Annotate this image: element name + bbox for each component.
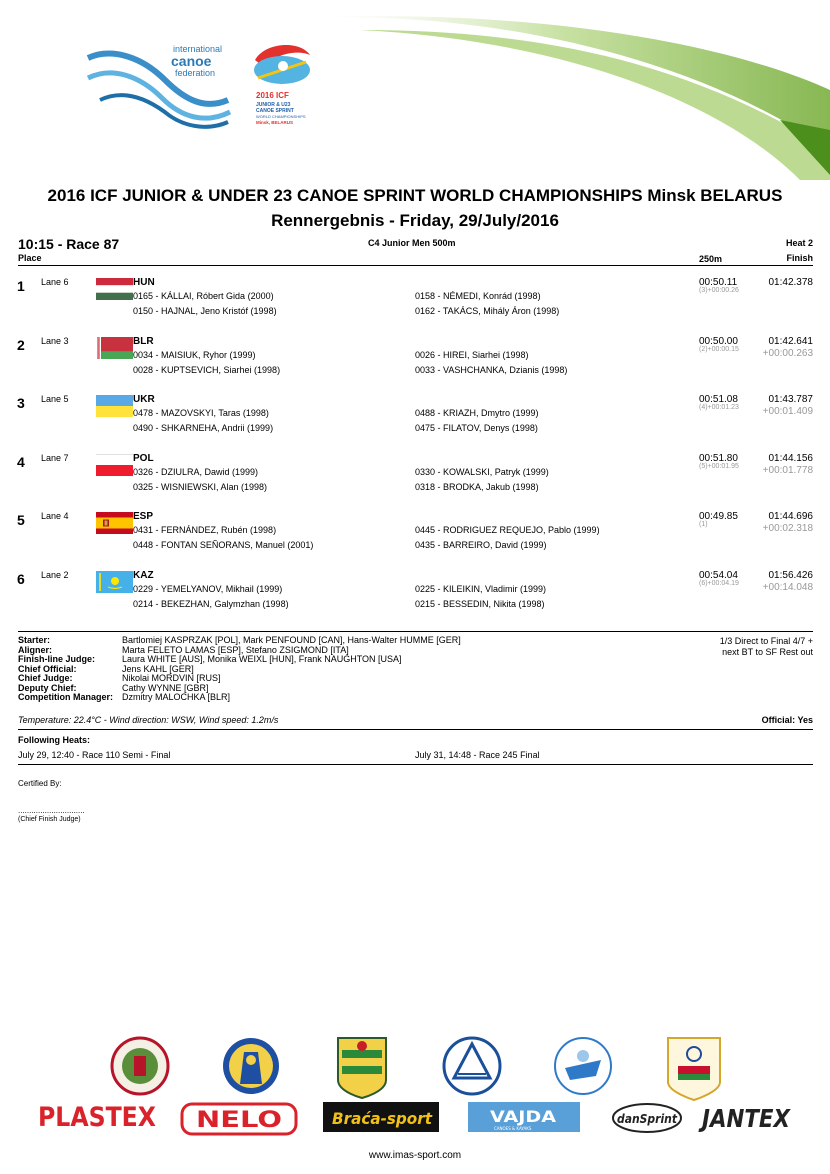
official-status: Official: Yes (761, 715, 813, 725)
finish-time: 01:44.696 (768, 511, 813, 522)
blr-flag-icon (96, 337, 133, 359)
results-list (0, 272, 830, 623)
official-role: Chief Official: (18, 663, 77, 674)
crew-code: POL (133, 452, 154, 464)
results-divider (18, 631, 813, 632)
crest-icon-6 (668, 1038, 720, 1100)
pol-flag-icon (96, 454, 133, 476)
athlete-4: 0475 - FILATOV, Denys (1998) (415, 423, 538, 433)
lane-label: Lane 6 (41, 277, 69, 287)
official-role: Deputy Chief: (18, 682, 77, 693)
athlete-2: 0158 - NÉMEDI, Konrád (1998) (415, 291, 541, 301)
lane-label: Lane 7 (41, 452, 69, 463)
event-name: C4 Junior Men 500m (368, 238, 456, 248)
athlete-4: 0162 - TAKÁCS, Mihály Áron (1998) (415, 306, 560, 316)
finish-time: 01:56.426 (768, 569, 813, 581)
official-row (18, 693, 461, 703)
crew-code: UKR (133, 394, 155, 405)
icf-logo-text-1: international (173, 44, 223, 54)
event-logo-text-5: Minsk, BELARUS (256, 120, 294, 125)
official-names: Dzmitry MALOCHKA [BLR] (122, 692, 231, 702)
lane-label: Lane 4 (41, 511, 69, 521)
split-rank-diff: (1) (699, 521, 708, 528)
icf-logo (88, 44, 230, 127)
official-role: Aligner: (18, 644, 53, 655)
athlete-2: 0225 - KILEIKIN, Vladimir (1999) (415, 583, 547, 594)
place-number: 6 (17, 570, 25, 587)
column-header-250m: 250m (699, 254, 723, 264)
lane-label: Lane 5 (41, 394, 69, 404)
finish-time: 01:44.156 (768, 452, 813, 464)
finish-behind: +00:02.318 (762, 523, 813, 534)
athlete-3: 0448 - FONTAN SEÑORANS, Manuel (2001) (133, 540, 314, 550)
athlete-2: 0026 - HIREI, Siarhei (1998) (415, 349, 529, 360)
sponsor-dansprint: danSprint (617, 1112, 679, 1126)
certified-by-label: Certified By: (18, 779, 62, 788)
finish-behind: +00:00.263 (762, 347, 813, 359)
athlete-4: 0215 - BESSEDIN, Nikita (1998) (415, 598, 545, 609)
vajda-logo (468, 1102, 580, 1132)
official-names: Jens KAHL [GER] (122, 663, 194, 674)
jantex-logo (698, 1104, 792, 1133)
following-heat-1: July 29, 12:40 - Race 110 Semi - Final (18, 750, 171, 760)
result-row (0, 565, 830, 624)
athlete-4: 0318 - BRODKA, Jakub (1998) (415, 481, 539, 492)
place-number: 1 (17, 278, 25, 294)
split-time-250m: 00:51.80 (699, 452, 738, 464)
column-header-place: Place (18, 253, 42, 263)
result-row (0, 389, 830, 448)
split-rank-diff: (2)+00:00.15 (699, 345, 739, 353)
split-rank-diff: (3)+00:00.26 (699, 287, 739, 294)
result-row (0, 331, 830, 390)
athlete-2: 0488 - KRIAZH, Dmytro (1999) (415, 408, 539, 418)
official-row (18, 655, 461, 665)
hun-flag-icon (96, 278, 133, 300)
athlete-1: 0431 - FERNÁNDEZ, Rubén (1998) (133, 525, 277, 535)
official-row (18, 665, 461, 675)
sponsor-nelo: NELO (196, 1108, 282, 1133)
finish-behind: +00:01.409 (762, 406, 813, 417)
progression-rule (653, 636, 813, 658)
athlete-3: 0214 - BEKEZHAN, Galymzhan (1998) (133, 598, 289, 609)
crest-icon-5 (555, 1038, 611, 1094)
race-time-number: 10:15 - Race 87 (18, 236, 120, 252)
officials-list (18, 636, 461, 703)
result-row (0, 448, 830, 507)
sponsor-vajda: VAJDA (490, 1107, 557, 1126)
header-logos (0, 0, 830, 180)
event-logo-text-3: CANOE SPRINT (256, 108, 294, 114)
split-rank-diff: (5)+00:01.95 (699, 462, 739, 470)
place-number: 2 (17, 336, 25, 353)
signature-line: .............................. (18, 806, 85, 815)
split-rank-diff: (4)+00:01.23 (699, 404, 739, 411)
athlete-3: 0325 - WISNIEWSKI, Alan (1998) (133, 481, 268, 492)
split-time-250m: 00:49.85 (699, 511, 738, 522)
split-time-250m: 00:51.08 (699, 394, 738, 405)
athlete-3: 0490 - SHKARNEHA, Andrii (1999) (133, 423, 274, 433)
weather-info: Temperature: 22.4°C - Wind direction: WSW, Wind speed: 1.2m/s (18, 715, 279, 725)
icf-logo-text-3: federation (175, 68, 216, 78)
result-row (0, 506, 830, 565)
athlete-1: 0034 - MAISIUK, Ryhor (1999) (133, 349, 256, 360)
progression-line-2: next BT to SF Rest out (722, 647, 813, 657)
official-role: Chief Judge: (18, 673, 73, 683)
crew-code: HUN (133, 277, 155, 288)
plastex-logo (38, 1102, 156, 1133)
document-subtitle: Rennergebnis - Friday, 29/July/2016 (271, 211, 559, 230)
finish-time: 01:43.787 (768, 394, 813, 405)
crew-code: BLR (133, 335, 154, 347)
following-divider (18, 764, 813, 765)
official-names: Laura WHITE [AUS], Monika WEIXL [HUN], Frank NAUGHTON [USA] (122, 654, 402, 664)
official-names: Cathy WYNNE [GBR] (122, 682, 209, 693)
split-time-250m: 00:54.04 (699, 569, 738, 581)
event-logo-text-2: JUNIOR & U23 (256, 102, 291, 108)
athlete-2: 0330 - KOWALSKI, Patryk (1999) (415, 466, 549, 477)
finish-behind: +00:01.778 (762, 464, 813, 476)
official-names: Bartlomiej KASPRZAK [POL], Mark PENFOUND [CAN], Hans-Walter HUMME [GER] (122, 635, 461, 645)
crest-icon-1 (112, 1038, 168, 1094)
event-logo-text-1: 2016 ICF (256, 91, 289, 100)
following-heat-2: July 31, 14:48 - Race 245 Final (415, 750, 540, 760)
heat-label: Heat 2 (785, 238, 813, 248)
athlete-4: 0435 - BARREIRO, David (1999) (415, 540, 547, 550)
official-role: Finish-line Judge: (18, 654, 96, 664)
official-names: Marta FELETO LAMAS [ESP], Stefano ZSIGMOND [ITA] (122, 644, 349, 655)
athlete-4: 0033 - VASHCHANKA, Dzianis (1998) (415, 364, 568, 375)
sponsor-jantex: JANTEX (697, 1104, 792, 1133)
official-names: Nikolai MORDVIN [RUS] (122, 673, 221, 683)
finish-time: 01:42.378 (768, 277, 813, 288)
athlete-1: 0478 - MAZOVSKYI, Taras (1998) (133, 408, 269, 418)
weather-divider (18, 729, 813, 730)
green-swoosh-decoration (300, 16, 830, 180)
footer-url[interactable]: www.imas-sport.com (368, 1150, 462, 1161)
braca-sport-logo (323, 1102, 439, 1132)
column-header-finish: Finish (786, 253, 813, 263)
finish-behind: +00:14.048 (762, 581, 813, 593)
athlete-3: 0150 - HAJNAL, Jeno Kristóf (1998) (133, 306, 277, 316)
icf-logo-text-2: canoe (171, 53, 212, 69)
athlete-1: 0229 - YEMELYANOV, Mikhail (1999) (133, 583, 283, 594)
document-title: 2016 ICF JUNIOR & UNDER 23 CANOE SPRINT WORLD CHAMPIONSHIPS Minsk BELARUS (47, 186, 783, 205)
split-time-250m: 00:50.00 (699, 335, 738, 347)
header-divider (18, 265, 813, 266)
crest-icon-3 (338, 1038, 386, 1098)
crew-code: KAZ (133, 569, 154, 581)
crest-icon-2 (223, 1038, 279, 1094)
place-number: 4 (17, 453, 25, 470)
ukr-flag-icon (96, 395, 133, 417)
sponsor-logos (0, 1030, 830, 1140)
lane-label: Lane 3 (41, 335, 69, 346)
progression-line-1: 1/3 Direct to Final 4/7 + (719, 636, 813, 646)
athlete-1: 0326 - DZIULRA, Dawid (1999) (133, 466, 259, 477)
athlete-2: 0445 - RODRIGUEZ REQUEJO, Pablo (1999) (415, 525, 600, 535)
place-number: 5 (17, 512, 25, 528)
split-rank-diff: (6)+00:04.19 (699, 579, 739, 587)
official-role: Competition Manager: (18, 692, 114, 702)
sponsor-plastex: PLASTEX (38, 1102, 157, 1133)
nelo-logo (182, 1104, 296, 1134)
split-time-250m: 00:50.11 (699, 277, 738, 288)
esp-flag-icon (96, 512, 133, 534)
place-number: 3 (17, 395, 25, 411)
crew-code: ESP (133, 511, 154, 522)
sponsor-braca-sport: Braća-sport (332, 1109, 434, 1128)
following-heats-label: Following Heats: (18, 735, 90, 745)
crest-icon-4 (444, 1038, 500, 1094)
chief-finish-judge-label: (Chief Finish Judge) (18, 816, 81, 823)
sponsor-vajda-sub: CANOES & KAYAKS (494, 1126, 532, 1131)
kaz-flag-icon (96, 571, 133, 593)
athlete-3: 0028 - KUPTSEVICH, Siarhei (1998) (133, 364, 281, 375)
dansprint-logo (613, 1104, 681, 1132)
official-role: Starter: (18, 635, 51, 645)
result-row (0, 272, 830, 331)
athlete-1: 0165 - KÁLLAI, Róbert Gida (2000) (133, 291, 274, 301)
championships-logo (254, 45, 310, 125)
event-logo-text-4: WORLD CHAMPIONSHIPS (256, 114, 306, 119)
lane-label: Lane 2 (41, 569, 69, 580)
official-row (18, 674, 461, 684)
finish-time: 01:42.641 (768, 335, 813, 347)
